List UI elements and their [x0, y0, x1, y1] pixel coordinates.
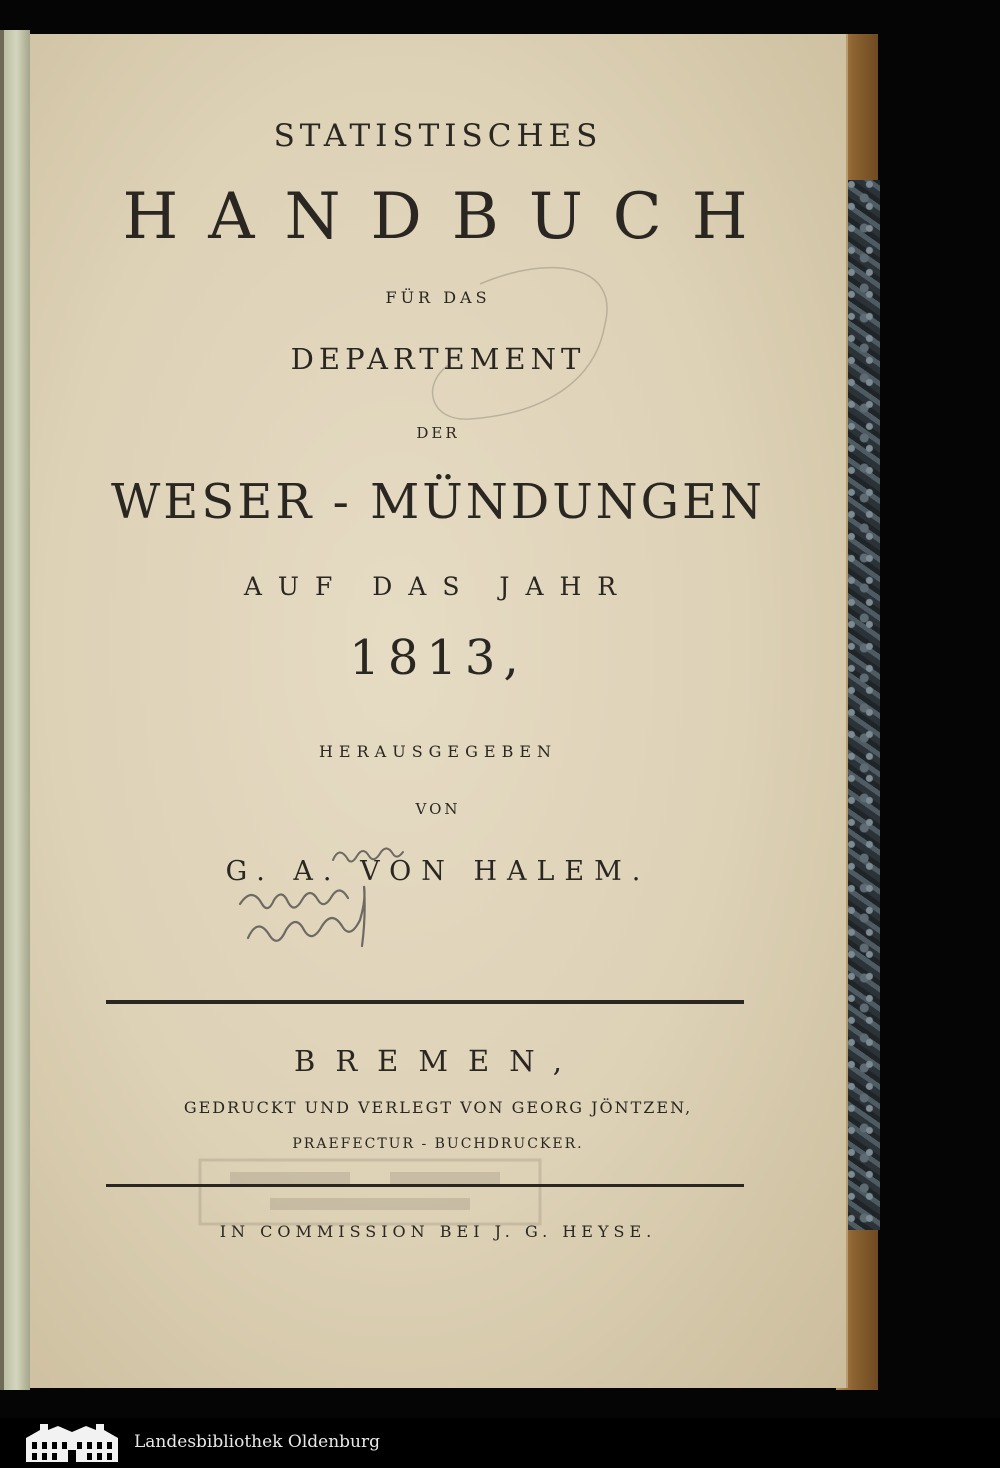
title-line-departement: DEPARTEMENT: [290, 342, 586, 376]
title-line-von: VON: [415, 800, 461, 818]
marbled-cover-strip: [846, 180, 880, 1230]
footer-bar: [0, 1418, 1000, 1468]
title-line-herausgegeben: HERAUSGEGEBEN: [318, 742, 558, 761]
facing-page-shadow: [0, 30, 4, 1390]
title-line-handbuch: HANDBUCH: [122, 180, 778, 254]
library-building-icon: [22, 1420, 122, 1464]
title-line-statistisches: STATISTISCHES: [273, 118, 603, 154]
handwritten-note: [228, 842, 418, 982]
imprint-printer-title: PRAEFECTUR - BUCHDRUCKER.: [292, 1136, 584, 1152]
title-line-author: G. A. VON HALEM.: [225, 856, 651, 887]
imprint-printer: GEDRUCKT UND VERLEGT VON GEORG JÖNTZEN,: [183, 1098, 693, 1117]
title-line-year: 1813,: [349, 630, 527, 686]
title-page: [30, 34, 848, 1388]
title-line-der: DER: [416, 424, 460, 442]
imprint-city: BREMEN,: [294, 1044, 582, 1078]
facing-page-edge: [0, 30, 30, 1390]
imprint-commission: IN COMMISSION BEI J. G. HEYSE.: [219, 1222, 657, 1241]
library-name: Landesbibliothek Oldenburg: [134, 1432, 381, 1452]
title-line-weser-mundungen: WESER - MÜNDUNGEN: [110, 474, 766, 530]
title-line-fur-das: FÜR DAS: [385, 288, 491, 307]
divider-rule-top: [106, 1000, 744, 1004]
faint-stamp-bleedthrough: [190, 1152, 550, 1232]
divider-rule-bottom: [106, 1184, 744, 1187]
title-page-text: [30, 34, 846, 1388]
title-line-auf-das-jahr: AUF DAS JAHR: [243, 572, 633, 601]
